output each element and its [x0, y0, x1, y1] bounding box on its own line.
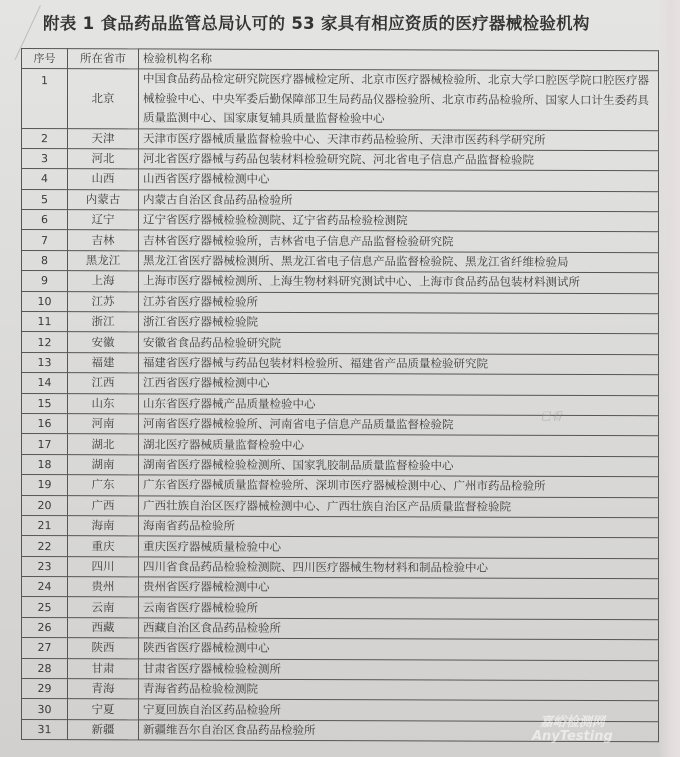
cell-serial-number: 21	[22, 515, 68, 536]
cell-province: 上海	[68, 271, 139, 292]
table-row	[22, 454, 659, 477]
cell-serial-number: 4	[22, 169, 68, 190]
cell-province: 山西	[68, 169, 139, 190]
cell-serial-number: 16	[22, 413, 68, 434]
table-row	[22, 189, 659, 212]
cell-institutions: 河南省医疗器械检验所、河南省电子信息产品质量监督检验院	[139, 414, 659, 436]
cell-province: 青海	[68, 679, 139, 700]
cell-province: 安徽	[68, 332, 139, 353]
table-row	[22, 69, 659, 131]
table-row	[22, 169, 659, 192]
cell-province: 新疆	[68, 719, 139, 740]
cell-serial-number: 13	[22, 352, 68, 373]
table-row	[22, 617, 659, 640]
cell-province: 甘肃	[68, 658, 139, 679]
header-serial-number: 序号	[22, 49, 68, 69]
cell-province: 西藏	[68, 618, 139, 639]
cell-institutions: 云南省医疗器械检验所	[139, 597, 659, 619]
cell-institutions: 江西省医疗器械检测中心	[139, 373, 659, 395]
cell-institutions: 浙江省医疗器械检验院	[139, 312, 659, 334]
table-row	[22, 556, 659, 579]
cell-serial-number: 9	[22, 271, 68, 292]
cell-province: 江苏	[68, 291, 139, 312]
cell-institutions: 湖南省医疗器械检验检测所、国家乳胶制品质量监督检验中心	[139, 455, 659, 477]
header-institution-name: 检验机构名称	[139, 49, 659, 71]
cell-institutions: 中国食品药品检定研究院医疗器械检定所、北京市医疗器械检验所、北京大学口腔医学院口腔医疗器械检验中心、中央军委后勤保障部卫生局药品仪器检验所、北京市药品检验所、国家人口计生委药具质量监测中心、国家康复辅具质量监督检验中心	[139, 69, 659, 130]
institutions-table-container	[21, 48, 659, 742]
cell-serial-number: 30	[22, 699, 68, 720]
cell-serial-number: 31	[22, 719, 68, 740]
cell-serial-number: 2	[22, 128, 68, 149]
cell-serial-number: 26	[22, 617, 68, 638]
cell-province: 河北	[68, 149, 139, 170]
table-header-row	[22, 49, 659, 71]
table-row	[22, 271, 659, 294]
cell-institutions: 山西省医疗器械检测中心	[139, 169, 659, 191]
cell-institutions: 河北省医疗器械与药品包装材料检验研究院、河北省电子信息产品监督检验院	[139, 149, 659, 171]
cell-institutions: 广西壮族自治区医疗器械检测中心、广西壮族自治区产品质量监督检验院	[139, 495, 659, 517]
cell-province: 广东	[68, 475, 139, 496]
cell-institutions: 陕西省医疗器械检测中心	[139, 638, 659, 660]
cell-institutions: 宁夏回族自治区药品检验所	[139, 699, 659, 721]
cell-serial-number: 25	[22, 597, 68, 618]
cell-province: 重庆	[68, 536, 139, 557]
table-row	[22, 373, 659, 396]
cell-province: 黑龙江	[68, 251, 139, 272]
cell-institutions: 上海市医疗器械检测所、上海生物材料研究测试中心、上海市食品药品包装材料测试所	[139, 271, 659, 293]
watermark-line-1: 嘉峪检测网	[539, 715, 605, 730]
cell-province: 天津	[68, 128, 139, 149]
table-row	[22, 577, 659, 600]
watermark-line-2: AnyTesting	[532, 729, 613, 744]
cell-institutions: 甘肃省医疗器械检验检测所	[139, 659, 659, 681]
cell-province: 贵州	[68, 577, 139, 598]
cell-serial-number: 22	[22, 536, 68, 557]
cell-serial-number: 11	[22, 312, 68, 333]
header-province: 所在省市	[68, 49, 139, 69]
cell-institutions: 广东省医疗器械质量监督检验所、深圳市医疗器械检测中心、广州市药品检验所	[139, 475, 659, 497]
cell-province: 辽宁	[68, 210, 139, 231]
cell-serial-number: 18	[22, 454, 68, 475]
cell-province: 吉林	[68, 230, 139, 251]
cell-institutions: 西藏自治区食品药品检验所	[139, 618, 659, 640]
table-row	[22, 638, 659, 661]
cell-institutions: 海南省药品检验所	[139, 516, 659, 538]
cell-institutions: 湖北医疗器械质量监督检验中心	[139, 434, 659, 456]
table-row	[22, 148, 659, 171]
cell-institutions: 吉林省医疗器械检验所，吉林省电子信息产品监督检验研究院	[139, 230, 659, 252]
cell-province: 海南	[68, 516, 139, 537]
cell-serial-number: 12	[22, 332, 68, 353]
watermark	[532, 716, 613, 744]
cell-institutions: 山东省医疗器械产品质量检验中心	[139, 393, 659, 415]
cell-serial-number: 15	[22, 393, 68, 414]
table-row	[22, 393, 659, 416]
table-row	[22, 128, 659, 151]
cell-serial-number: 17	[22, 434, 68, 455]
cell-institutions: 重庆医疗器械质量检验中心	[139, 536, 659, 558]
table-row	[22, 230, 659, 253]
institutions-table	[21, 48, 659, 742]
cell-institutions: 贵州省医疗器械检测中心	[139, 577, 659, 599]
cell-institutions: 辽宁省医疗器械检验检测院、辽宁省药品检验检测院	[139, 210, 659, 232]
handwritten-mark: 已看	[540, 410, 562, 423]
cell-province: 湖北	[68, 434, 139, 455]
cell-serial-number: 28	[22, 658, 68, 679]
cell-serial-number: 5	[22, 189, 68, 210]
table-row	[22, 536, 659, 559]
table-row	[22, 597, 659, 620]
cell-serial-number: 19	[22, 475, 68, 496]
table-row	[22, 515, 659, 538]
cell-institutions: 天津市医疗器械质量监督检验中心、天津市药品检验所、天津市医药科学研究所	[139, 128, 659, 150]
cell-institutions: 安徽省食品药品检验研究院	[139, 332, 659, 354]
cell-province: 湖南	[68, 454, 139, 475]
cell-institutions: 福建省医疗器械与药品包装材料检验所、福建省产品质量检验研究院	[139, 353, 659, 375]
cell-province: 河南	[68, 414, 139, 435]
table-row	[22, 679, 659, 702]
cell-province: 四川	[68, 556, 139, 577]
cell-province: 陕西	[68, 638, 139, 659]
cell-serial-number: 1	[22, 69, 68, 129]
table-row	[22, 291, 659, 314]
cell-institutions: 江苏省医疗器械检验所	[139, 292, 659, 314]
cell-serial-number: 8	[22, 250, 68, 271]
table-row	[22, 434, 659, 457]
cell-serial-number: 14	[22, 373, 68, 394]
table-row	[22, 312, 659, 335]
cell-serial-number: 23	[22, 556, 68, 577]
table-row	[22, 475, 659, 498]
cell-serial-number: 10	[22, 291, 68, 312]
cell-serial-number: 3	[22, 148, 68, 169]
document-title: 附表 1 食品药品监管总局认可的 53 家具有相应资质的医疗器械检验机构	[43, 14, 590, 33]
table-row	[22, 413, 659, 436]
table-row	[22, 332, 659, 355]
cell-institutions: 青海省药品检验检测院	[139, 679, 659, 701]
cell-institutions: 新疆维吾尔自治区食品药品检验所	[139, 720, 659, 742]
cell-serial-number: 20	[22, 495, 68, 516]
cell-province: 云南	[68, 597, 139, 618]
cell-serial-number: 7	[22, 230, 68, 251]
cell-province: 江西	[68, 373, 139, 394]
table-row	[22, 352, 659, 375]
table-row	[22, 250, 659, 273]
cell-institutions: 四川省食品药品检验检测院、四川医疗器械生物材料和制品检验中心	[139, 557, 659, 579]
cell-serial-number: 27	[22, 638, 68, 659]
cell-province: 福建	[68, 352, 139, 373]
table-row	[22, 658, 659, 681]
cell-serial-number: 29	[22, 679, 68, 700]
cell-institutions: 黑龙江省医疗器械检测所、黑龙江省电子信息产品监督检验院、黑龙江省纤维检验局	[139, 251, 659, 273]
paper-margin	[658, 0, 680, 757]
cell-province: 北京	[68, 69, 139, 129]
cell-serial-number: 24	[22, 577, 68, 598]
cell-province: 内蒙古	[68, 189, 139, 210]
table-row	[22, 495, 659, 518]
cell-province: 山东	[68, 393, 139, 414]
cell-institutions: 内蒙古自治区食品药品检验所	[139, 190, 659, 212]
cell-province: 广西	[68, 495, 139, 516]
cell-province: 浙江	[68, 312, 139, 333]
table-row	[22, 210, 659, 233]
cell-serial-number: 6	[22, 210, 68, 231]
cell-province: 宁夏	[68, 699, 139, 720]
